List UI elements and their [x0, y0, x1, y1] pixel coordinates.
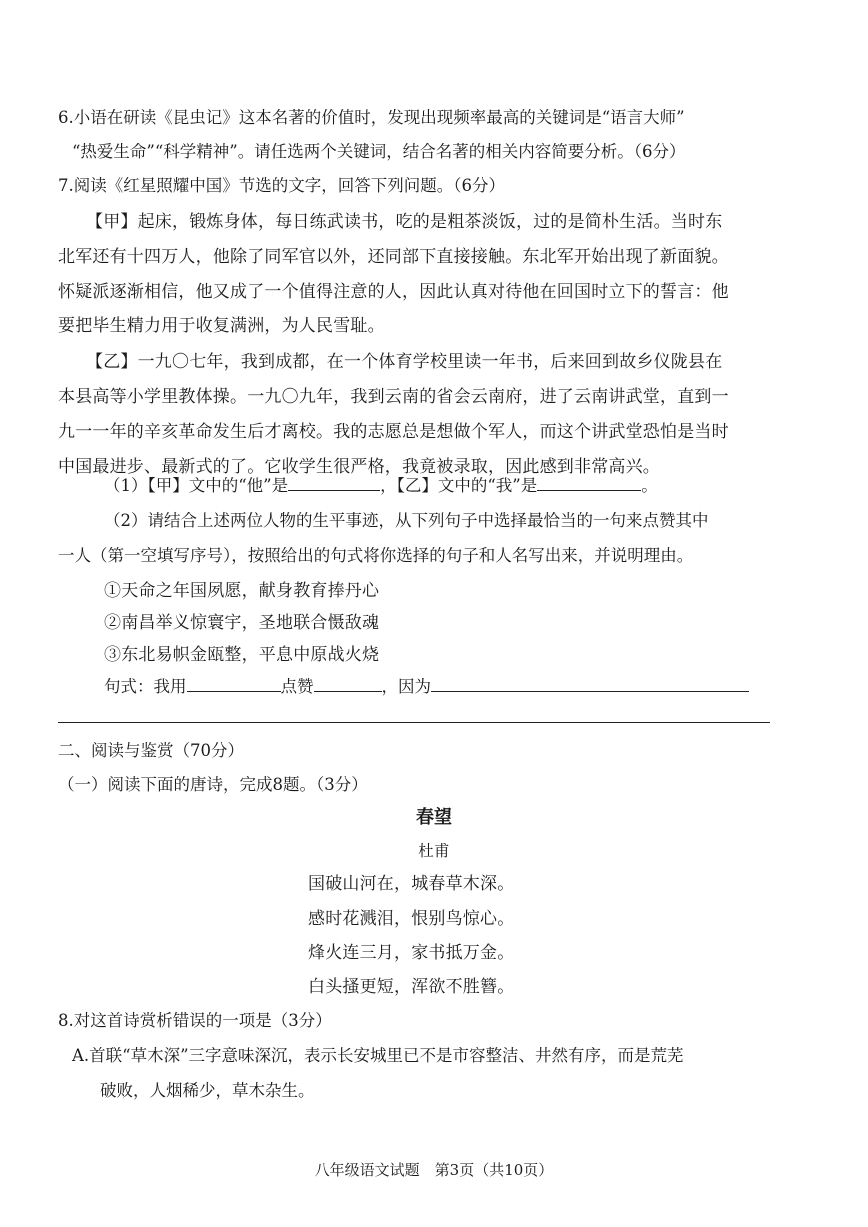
q7-sub1-end: 。 — [641, 476, 658, 495]
answer-blank-ta[interactable] — [288, 476, 380, 491]
q7-jia-line-4: 要把毕生精力用于收复满洲，为人民雪耻。 — [58, 316, 385, 336]
poem-line-3: 烽火连三月，家书抵万金。 — [308, 943, 515, 963]
q7-sub2-line-2: 一人（第一空填写序号），按照给出的句式将你选择的句子和人名写出来，并说明理由。 — [58, 546, 694, 565]
q7-jia-line-3: 怀疑派逐渐相信，他又成了一个值得注意的人，因此认真对待他在回国时立下的誓言：他 — [58, 282, 729, 302]
poem-line-2: 感时花溅泪，恨别鸟惊心。 — [308, 909, 515, 929]
q7-option-3: ③东北易帜金瓯整，平息中原战火烧 — [104, 645, 380, 665]
q7-sub1-part-b: ，【乙】文中的“我”是 — [380, 476, 538, 495]
pattern-part-c: ，因为 — [381, 677, 431, 696]
q7-yi-line-2: 本县高等小学里教体操。一九〇九年，我到云南的省会云南府，进了云南讲武堂，直到一 — [58, 387, 729, 407]
q8-option-a-line-2: 破败，人烟稀少，草木杂生。 — [100, 1081, 315, 1100]
q7-sentence-pattern — [104, 675, 749, 699]
answer-blank-reason[interactable] — [431, 677, 749, 692]
q6-line-1: 6.小语在研读《昆虫记》这本名著的价值时，发现出现频率最高的关键词是“语言大师” — [58, 108, 685, 127]
q7-yi-line-1: 【乙】一九〇七年，我到成都，在一个体育学校里读一年书，后来回到故乡仪陇县在 — [86, 352, 723, 372]
q7-sub1 — [104, 474, 658, 498]
q7-heading: 7.阅读《红星照耀中国》节选的文字，回答下列问题。（6分） — [58, 176, 505, 195]
q7-sub2-line-1: （2）请结合上述两位人物的生平事迹，从下列句子中选择最恰当的一句来点赞其中 — [104, 511, 709, 530]
answer-blank-name[interactable] — [314, 677, 382, 692]
q6-line-2: “热爱生命”“科学精神”。请任选两个关键词，结合名著的相关内容简要分析。（6分） — [72, 142, 686, 161]
answer-blank-sentence[interactable] — [187, 677, 281, 692]
section-divider — [58, 722, 770, 723]
q8-heading: 8.对这首诗赏析错误的一项是（3分） — [58, 1011, 332, 1030]
q8-option-a-line-1: A.首联“草木深”三字意味深沉，表示长安城里已不是市容整洁、井然有序，而是荒芜 — [72, 1046, 684, 1065]
q7-yi-line-4: 中国最进步、最新式的了。它收学生很严格，我竟被录取，因此感到非常高兴。 — [58, 457, 660, 477]
poem-line-1: 国破山河在，城春草木深。 — [308, 874, 515, 894]
q7-yi-line-3: 九一一年的辛亥革命发生后才离校。我的志愿总是想做个军人，而这个讲武堂恐怕是当时 — [58, 422, 729, 442]
poem-line-4: 白头搔更短，浑欲不胜簪。 — [308, 977, 515, 997]
q7-jia-line-2: 北军还有十四万人，他除了同军官以外，还同部下直接接触。东北军开始出现了新面貌。 — [58, 247, 729, 267]
section2-heading: 二、阅读与鉴赏（70分） — [58, 741, 244, 760]
poem-author: 杜甫 — [418, 842, 450, 860]
q7-option-2: ②南昌举义惊寰宇，圣地联合慑敌魂 — [104, 613, 380, 633]
section2-part1: （一）阅读下面的唐诗，完成8题。（3分） — [58, 775, 368, 794]
q7-option-1: ①天命之年国夙愿，献身教育捧丹心 — [104, 581, 380, 601]
page-footer: 八年级语文试题 第3页（共10页） — [314, 1161, 554, 1179]
q7-sub1-part-a: （1）【甲】文中的“他”是 — [104, 476, 289, 495]
pattern-part-a: 句式：我用 — [104, 677, 187, 696]
answer-blank-wo[interactable] — [537, 476, 641, 491]
q7-jia-line-1: 【甲】起床，锻炼身体，每日练武读书，吃的是粗茶淡饭，过的是简朴生活。当时东 — [86, 212, 723, 232]
poem-title: 春望 — [416, 807, 452, 828]
pattern-part-b: 点赞 — [280, 677, 314, 696]
